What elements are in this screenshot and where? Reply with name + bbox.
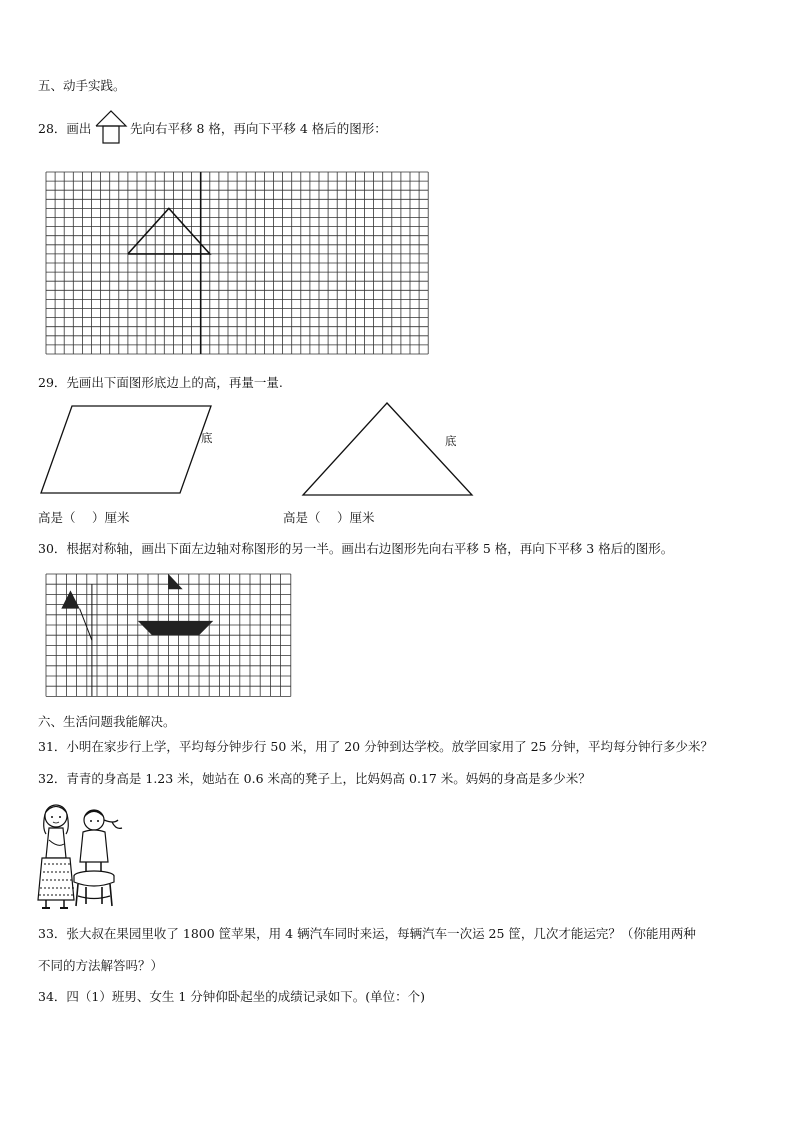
q34-text: 34．四（1）班男、女生 1 分钟仰卧起坐的成绩记录如下。(单位：个) bbox=[38, 989, 426, 1004]
q30-grid bbox=[46, 574, 294, 702]
triangle-figure bbox=[302, 402, 474, 497]
boat-trapezoid bbox=[138, 621, 213, 635]
q29-answer-right: 高是（ ）厘米 bbox=[283, 510, 375, 525]
q31-text: 31．小明在家步行上学，平均每分钟步行 50 米，用了 20 分钟到达学校。放学回家用了 25 分钟，平均每分钟行多少米？ bbox=[38, 739, 713, 754]
flag-triangle bbox=[168, 574, 182, 589]
q33-line2: 不同的方法解答吗？） bbox=[38, 958, 164, 973]
house-shape-figure bbox=[94, 109, 128, 145]
mother-and-girl-illustration bbox=[34, 800, 130, 912]
section-heading-6: 六、生活问题我能解决。 bbox=[38, 714, 176, 729]
section-heading-5: 五、动手实践。 bbox=[38, 78, 126, 93]
roof-triangle bbox=[128, 208, 210, 254]
q28-suffix: 先向右平移 8 格，再向下平移 4 格后的图形： bbox=[130, 121, 387, 136]
q32-text: 32．青青的身高是 1.23 米，她站在 0.6 米高的凳子上，比妈妈高 0.17 米。妈妈的身高是多少米？ bbox=[38, 771, 591, 786]
q29-text: 29．先画出下面图形底边上的高，再量一量. bbox=[38, 375, 283, 390]
q30-text: 30．根据对称轴，画出下面左边轴对称图形的另一半。画出右边图形先向右平移 5 格，再向下平移 3 格后的图形。 bbox=[38, 541, 674, 556]
q33-line1: 33．张大叔在果园里收了 1800 筐苹果，用 4 辆汽车同时来运，每辆汽车一次运 25 筐，几次才能运完？（你能用两种 bbox=[38, 926, 696, 941]
base-label-right: 底 bbox=[445, 434, 457, 448]
q28-grid bbox=[46, 172, 428, 354]
q28-prefix: 28．画出 bbox=[38, 121, 92, 136]
base-label-left: 底 bbox=[201, 431, 213, 445]
q29-answer-left: 高是（ ）厘米 bbox=[38, 510, 130, 525]
parallelogram-figure bbox=[40, 405, 215, 495]
